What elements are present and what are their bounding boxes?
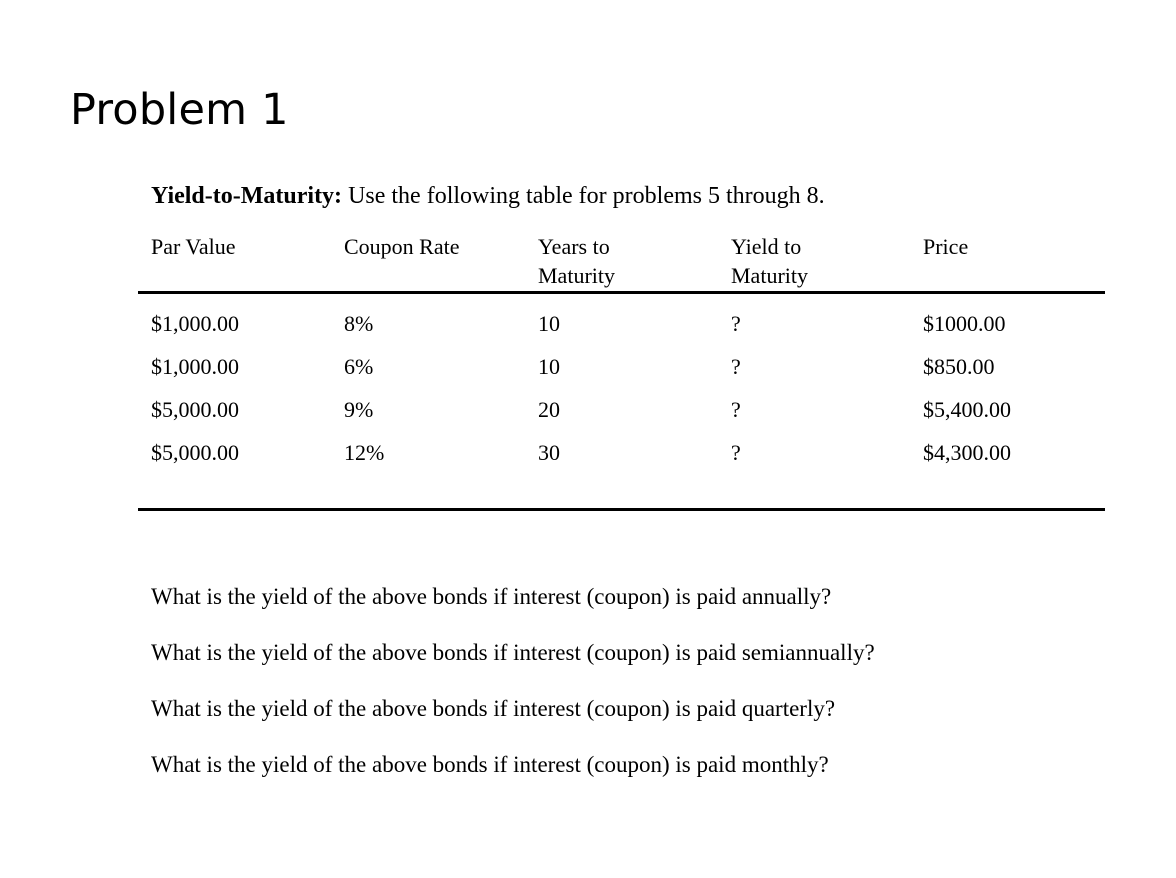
table-cell-price: $5,400.00 <box>923 397 1011 422</box>
table-cell-price: $4,300.00 <box>923 440 1011 465</box>
table-cell-par-value: $1,000.00 <box>151 354 239 379</box>
table-cell-coupon-rate: 8% <box>344 311 374 336</box>
intro-paragraph <box>151 180 825 212</box>
question-semiannually: What is the yield of the above bonds if interest (coupon) is paid semiannually? <box>151 640 875 665</box>
table-cell-years: 20 <box>538 397 560 422</box>
question-annually: What is the yield of the above bonds if interest (coupon) is paid annually? <box>151 584 832 609</box>
header-coupon-rate: Coupon Rate <box>344 234 460 259</box>
table-cell-yield: ? <box>731 354 741 379</box>
table-cell-price: $850.00 <box>923 354 995 379</box>
table-cell-coupon-rate: 9% <box>344 397 374 422</box>
table-cell-yield: ? <box>731 440 741 465</box>
table-cell-price: $1000.00 <box>923 311 1006 336</box>
table-top-rule <box>138 291 1105 294</box>
table-cell-yield: ? <box>731 397 741 422</box>
table-cell-par-value: $5,000.00 <box>151 397 239 422</box>
table-cell-coupon-rate: 12% <box>344 440 385 465</box>
table-bottom-rule <box>138 508 1105 511</box>
table-cell-par-value: $5,000.00 <box>151 440 239 465</box>
intro-text: Use the following table for problems 5 through 8. <box>342 183 825 209</box>
table-cell-coupon-rate: 6% <box>344 354 374 379</box>
intro-label: Yield-to-Maturity: <box>151 183 343 209</box>
header-par-value: Par Value <box>151 234 236 259</box>
header-price: Price <box>923 234 969 259</box>
header-years-to-maturity: Years to Maturity <box>538 234 615 288</box>
table-cell-years: 30 <box>538 440 560 465</box>
table-cell-years: 10 <box>538 311 560 336</box>
table-cell-yield: ? <box>731 311 741 336</box>
table-cell-years: 10 <box>538 354 560 379</box>
page-title: Problem 1 <box>70 85 289 135</box>
question-monthly: What is the yield of the above bonds if interest (coupon) is paid monthly? <box>151 752 829 777</box>
table-cell-par-value: $1,000.00 <box>151 311 239 336</box>
header-yield-to-maturity: Yield to Maturity <box>731 234 808 288</box>
question-quarterly: What is the yield of the above bonds if interest (coupon) is paid quarterly? <box>151 696 836 721</box>
